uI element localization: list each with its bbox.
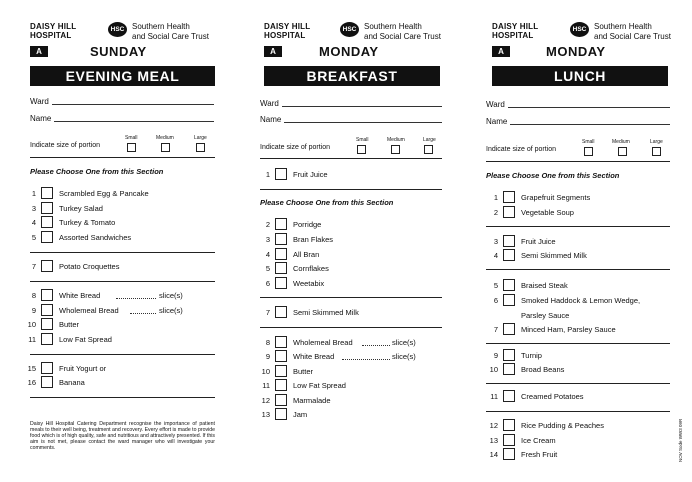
item-checkbox[interactable]	[41, 376, 53, 388]
size-large-label: Large	[650, 139, 663, 145]
divider	[260, 327, 442, 328]
divider	[260, 297, 442, 298]
name-field[interactable]	[54, 121, 214, 122]
item-checkbox[interactable]	[41, 216, 53, 228]
trust-name: Southern Health and Social Care Trust	[132, 22, 209, 41]
portion-label: Indicate size of portion	[486, 146, 557, 153]
item-checkbox[interactable]	[275, 277, 287, 289]
divider	[486, 269, 670, 270]
size-large-checkbox[interactable]	[424, 145, 433, 154]
hsc-logo-icon: HSC	[570, 22, 589, 37]
day-heading: MONDAY	[319, 44, 379, 59]
name-field[interactable]	[510, 124, 670, 125]
item-checkbox[interactable]	[275, 306, 287, 318]
item-checkbox[interactable]	[41, 289, 53, 301]
divider	[30, 281, 215, 282]
item-checkbox[interactable]	[503, 191, 515, 203]
divider	[486, 343, 670, 344]
item-checkbox[interactable]	[503, 448, 515, 460]
item-checkbox[interactable]	[275, 336, 287, 348]
hospital-name: DAISY HILL HOSPITAL	[264, 22, 311, 40]
item-checkbox[interactable]	[503, 279, 515, 291]
size-small-checkbox[interactable]	[127, 143, 136, 152]
menu-card-sunday-evening: DAISY HILL HOSPITAL HSC Southern Health and Social Care Trust A SUNDAY EVENING MEAL Ward Name Indicate size of portion Small Medium Large Please Choose One from this Section 1 Scrambled Egg & Pancake 3 Turkey Salad 4 Turkey & Tomato 5 Assorted Sandwiches 7 Potato Croquettes 8 White Bread slice(s) 9 Wholemeal Bread slice(s) 10 Butter 11 Low Fat Spread 15 Fruit Yogurt or 16 Banana Daisy Hill Hospital Catering Department recognise the importance of patient meals to their well being, treatment and recovery. Every effort is made to provide food which is of high quality, safe and nutritious and attractively presented. If this aim is not met, please contact the ward manager who will investigate your comments.	[27, 22, 215, 451]
menu-tag: A	[264, 46, 282, 57]
divider	[30, 252, 215, 253]
item-checkbox[interactable]	[503, 419, 515, 431]
size-small-checkbox[interactable]	[357, 145, 366, 154]
divider	[30, 397, 215, 398]
portion-label: Indicate size of portion	[260, 144, 331, 151]
item-checkbox[interactable]	[41, 231, 53, 243]
portion-label: Indicate size of portion	[30, 142, 101, 149]
divider	[260, 158, 442, 159]
item-checkbox[interactable]	[41, 187, 53, 199]
ward-field[interactable]	[52, 104, 214, 105]
item-checkbox[interactable]	[275, 233, 287, 245]
item-checkbox[interactable]	[503, 294, 515, 306]
size-medium-checkbox[interactable]	[618, 147, 627, 156]
size-large-checkbox[interactable]	[652, 147, 661, 156]
form-code: NOV Sode WW3 09R	[678, 418, 683, 462]
divider	[30, 354, 215, 355]
hsc-logo-icon: HSC	[108, 22, 127, 37]
ward-field[interactable]	[508, 107, 670, 108]
size-large-label: Large	[194, 135, 207, 141]
item-checkbox[interactable]	[275, 218, 287, 230]
item-checkbox[interactable]	[275, 365, 287, 377]
choose-instruction: Please Choose One from this Section	[486, 171, 620, 180]
name-field[interactable]	[284, 122, 442, 123]
item-checkbox[interactable]	[275, 248, 287, 260]
item-checkbox[interactable]	[275, 168, 287, 180]
item-checkbox[interactable]	[41, 333, 53, 345]
divider	[486, 411, 670, 412]
size-small-label: Small	[356, 137, 369, 143]
size-small-label: Small	[582, 139, 595, 145]
item-checkbox[interactable]	[41, 202, 53, 214]
size-medium-label: Medium	[387, 137, 405, 143]
menu-tag: A	[30, 46, 48, 57]
item-checkbox[interactable]	[275, 408, 287, 420]
divider	[486, 383, 670, 384]
divider	[486, 226, 670, 227]
item-checkbox[interactable]	[41, 260, 53, 272]
item-checkbox[interactable]	[503, 434, 515, 446]
size-medium-label: Medium	[612, 139, 630, 145]
item-checkbox[interactable]	[275, 379, 287, 391]
ward-label: Ward	[30, 97, 49, 106]
name-label: Name	[30, 114, 52, 123]
choose-instruction: Please Choose One from this Section	[30, 167, 164, 176]
item-checkbox[interactable]	[41, 304, 53, 316]
item-checkbox[interactable]	[41, 318, 53, 330]
divider	[30, 157, 215, 158]
divider	[260, 189, 442, 190]
trust-name: Southern Health and Social Care Trust	[594, 22, 671, 41]
size-small-checkbox[interactable]	[584, 147, 593, 156]
name-label: Name	[260, 115, 282, 124]
size-large-checkbox[interactable]	[196, 143, 205, 152]
size-medium-checkbox[interactable]	[391, 145, 400, 154]
hospital-name: DAISY HILL HOSPITAL	[492, 22, 539, 40]
item-checkbox[interactable]	[275, 394, 287, 406]
item-checkbox[interactable]	[275, 262, 287, 274]
day-heading: MONDAY	[546, 44, 606, 59]
size-large-label: Large	[423, 137, 436, 143]
item-continuation: Parsley Sauce	[521, 311, 570, 320]
menu-card-monday-breakfast: DAISY HILL HOSPITAL HSC Southern Health and Social Care Trust A MONDAY BREAKFAST Ward Name Indicate size of portion Small Medium Large 1 Fruit Juice Please Choose One from this Section 2 Porridge 3 Bran Flakes 4 All Bran 5 Cornflakes 6 Weetabix 7 Semi Skimmed Milk 8 Wholemeal Bread slice(s) 9 White Bread slice(s) 10 Butter 11 Low Fat Spread 12 Marmalade 13 Jam	[260, 22, 441, 419]
meal-banner: LUNCH	[492, 66, 668, 86]
item-checkbox[interactable]	[503, 349, 515, 361]
meal-banner: BREAKFAST	[264, 66, 440, 86]
name-label: Name	[486, 117, 508, 126]
trust-name: Southern Health and Social Care Trust	[364, 22, 441, 41]
menu-card-monday-lunch: DAISY HILL HOSPITAL HSC Southern Health and Social Care Trust A MONDAY LUNCH Ward Name Indicate size of portion Small Medium Large Please Choose One from this Section 1 Grapefruit Segments 2 Vegetable Soup 3 Fruit Juice 4 Semi Skimmed Milk 5 Braised Steak 6 Smoked Haddock & Lemon Wedge, Parsley Sauce 7 Minced Ham, Parsley Sauce 9 Turnip 10 Broad Beans 11 Creamed Potatoes 12 Rice Pudding & Peaches 13 Ice Cream 14 Fresh Fruit	[486, 22, 671, 459]
item-checkbox[interactable]	[503, 249, 515, 261]
size-medium-label: Medium	[156, 135, 174, 141]
meal-banner: EVENING MEAL	[30, 66, 215, 86]
size-small-label: Small	[125, 135, 138, 141]
catering-notice: Daisy Hill Hospital Catering Department recognise the importance of patient meals to their well being, treatment and recovery. Every effort is made to provide food which is of high quality, safe and nutritious and attractively presented. If this aim is not met, please contact the ward manager who will investigate your comments.	[30, 421, 215, 451]
ward-label: Ward	[486, 100, 505, 109]
item-checkbox[interactable]	[503, 235, 515, 247]
item-checkbox[interactable]	[503, 323, 515, 335]
item-checkbox[interactable]	[503, 363, 515, 375]
ward-field[interactable]	[282, 106, 442, 107]
divider	[486, 161, 670, 162]
item-checkbox[interactable]	[503, 206, 515, 218]
menu-tag: A	[492, 46, 510, 57]
hsc-logo-icon: HSC	[340, 22, 359, 37]
size-medium-checkbox[interactable]	[161, 143, 170, 152]
item-checkbox[interactable]	[275, 350, 287, 362]
choose-instruction: Please Choose One from this Section	[260, 198, 394, 207]
item-checkbox[interactable]	[503, 390, 515, 402]
day-heading: SUNDAY	[90, 44, 147, 59]
hospital-name: DAISY HILL HOSPITAL	[30, 22, 77, 40]
item-checkbox[interactable]	[41, 362, 53, 374]
ward-label: Ward	[260, 99, 279, 108]
